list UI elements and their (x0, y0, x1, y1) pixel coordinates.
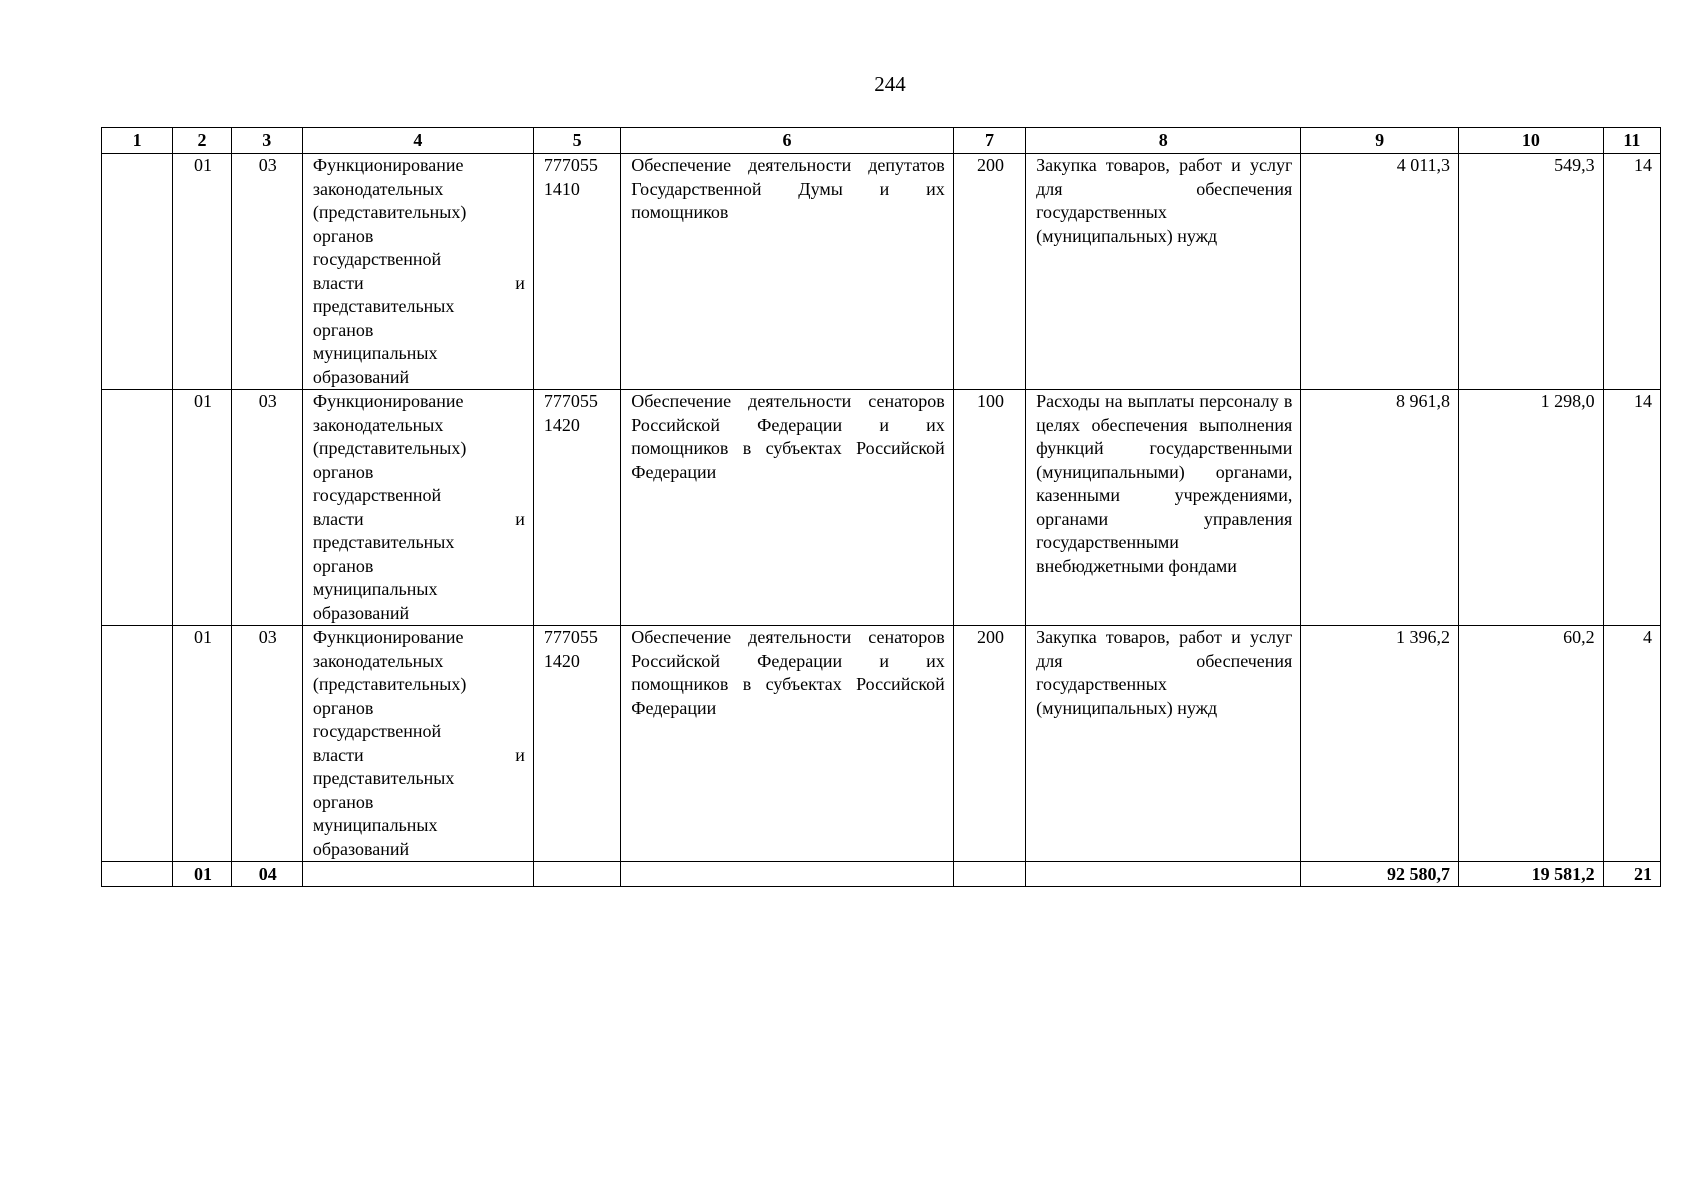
text-line: 1420 (543, 650, 580, 671)
text-line: (представительных) (312, 674, 467, 694)
text-line: органов (312, 319, 374, 340)
cell-col1 (102, 154, 173, 390)
cell-subsection: 03 (231, 390, 302, 626)
cell-amount-9: 8 961,8 (1301, 390, 1459, 626)
column-header: 4 (302, 128, 533, 154)
cell-col1 (102, 626, 173, 862)
text-line: представительных (312, 768, 455, 788)
cell-purpose: Обеспечение деятельности сенаторов Российской Федерации и их помощников в субъектах Российской Федерации (621, 390, 953, 626)
total-cell-c4 (302, 862, 533, 887)
cell-expense-type-code: 200 (953, 154, 1025, 390)
cell-expense-type-name: Закупка товаров, работ и услуг для обеспечения государственных (муниципальных) нужд (1026, 154, 1301, 390)
text-line: муниципальных (312, 579, 438, 599)
text-line (313, 272, 525, 296)
total-cell-c6 (621, 862, 953, 887)
text-line: Функционирование (312, 627, 464, 647)
column-header: 6 (621, 128, 953, 154)
budget-table (101, 127, 1661, 887)
text-line: государственной (312, 721, 442, 741)
cell-amount-9: 4 011,3 (1301, 154, 1459, 390)
total-cell-c1 (102, 862, 173, 887)
text-fragment: и (515, 272, 525, 293)
text-line: Функционирование (312, 391, 464, 411)
text-fragment: власти (312, 508, 364, 529)
total-cell-c10: 19 581,2 (1459, 862, 1604, 887)
page-number: 244 (874, 72, 906, 96)
text-line (313, 508, 525, 532)
cell-target-code (533, 390, 620, 626)
total-cell-c8 (1026, 862, 1301, 887)
column-header: 3 (231, 128, 302, 154)
cell-subsection: 03 (231, 154, 302, 390)
total-cell-c5 (533, 862, 620, 887)
text-fragment: власти (312, 744, 364, 765)
cell-subsection: 03 (231, 626, 302, 862)
text-fragment: власти (312, 272, 364, 293)
column-header: 9 (1301, 128, 1459, 154)
cell-section-name (302, 626, 533, 862)
cell-expense-type-code: 200 (953, 626, 1025, 862)
cell-target-code (533, 154, 620, 390)
text-line: органов (312, 791, 374, 812)
column-header: 5 (533, 128, 620, 154)
cell-amount-11: 14 (1603, 390, 1660, 626)
cell-amount-9: 1 396,2 (1301, 626, 1459, 862)
total-cell-c9: 92 580,7 (1301, 862, 1459, 887)
text-line: 1410 (543, 178, 580, 199)
text-line: органов (312, 225, 374, 246)
cell-section: 01 (173, 154, 231, 390)
text-line: органов (312, 697, 374, 718)
total-cell-c11: 21 (1603, 862, 1660, 887)
table-row (102, 154, 1661, 390)
text-line: 777055 (543, 627, 598, 647)
text-line: 1420 (543, 414, 580, 435)
text-line: муниципальных (312, 343, 438, 363)
table-row (102, 626, 1661, 862)
text-line: представительных (312, 296, 455, 316)
text-fragment: и (515, 508, 525, 529)
text-line: законодательных (312, 178, 444, 199)
column-header: 8 (1026, 128, 1301, 154)
text-line: образований (312, 366, 410, 387)
text-line: 777055 (543, 155, 598, 175)
header-row (102, 128, 1661, 154)
cell-section-name (302, 154, 533, 390)
text-line: органов (312, 555, 374, 576)
cell-section-name (302, 390, 533, 626)
cell-expense-type-name: Закупка товаров, работ и услуг для обеспечения государственных (муниципальных) нужд (1026, 626, 1301, 862)
text-line: образований (312, 602, 410, 623)
text-line: (представительных) (312, 438, 467, 458)
cell-amount-10: 60,2 (1459, 626, 1604, 862)
column-header: 11 (1603, 128, 1660, 154)
column-header: 7 (953, 128, 1025, 154)
total-cell-c3: 04 (231, 862, 302, 887)
text-fragment: и (515, 744, 525, 765)
cell-purpose: Обеспечение деятельности депутатов Государственной Думы и их помощников (621, 154, 953, 390)
text-line: законодательных (312, 650, 444, 671)
total-cell-c2: 01 (173, 862, 231, 887)
text-line: муниципальных (312, 815, 438, 835)
column-header: 10 (1459, 128, 1604, 154)
cell-amount-10: 1 298,0 (1459, 390, 1604, 626)
cell-expense-type-name: Расходы на выплаты персоналу в целях обеспечения выполнения функций государственными (муниципальными) органами, казенными учреждениями, органами управления государственными внебюджетными фондами (1026, 390, 1301, 626)
cell-expense-type-code: 100 (953, 390, 1025, 626)
text-line: государственной (312, 485, 442, 505)
cell-section: 01 (173, 626, 231, 862)
table-row (102, 390, 1661, 626)
cell-col1 (102, 390, 173, 626)
cell-section: 01 (173, 390, 231, 626)
cell-amount-11: 4 (1603, 626, 1660, 862)
text-line: государственной (312, 249, 442, 269)
text-line: образований (312, 838, 410, 859)
text-line: представительных (312, 532, 455, 552)
cell-purpose: Обеспечение деятельности сенаторов Российской Федерации и их помощников в субъектах Российской Федерации (621, 626, 953, 862)
cell-amount-10: 549,3 (1459, 154, 1604, 390)
column-header: 2 (173, 128, 231, 154)
text-line: законодательных (312, 414, 444, 435)
text-line: (представительных) (312, 202, 467, 222)
cell-target-code (533, 626, 620, 862)
cell-amount-11: 14 (1603, 154, 1660, 390)
total-row (102, 862, 1661, 887)
text-line (313, 744, 525, 768)
text-line: 777055 (543, 391, 598, 411)
text-line: Функционирование (312, 155, 464, 175)
column-header: 1 (102, 128, 173, 154)
total-cell-c7 (953, 862, 1025, 887)
text-line: органов (312, 461, 374, 482)
